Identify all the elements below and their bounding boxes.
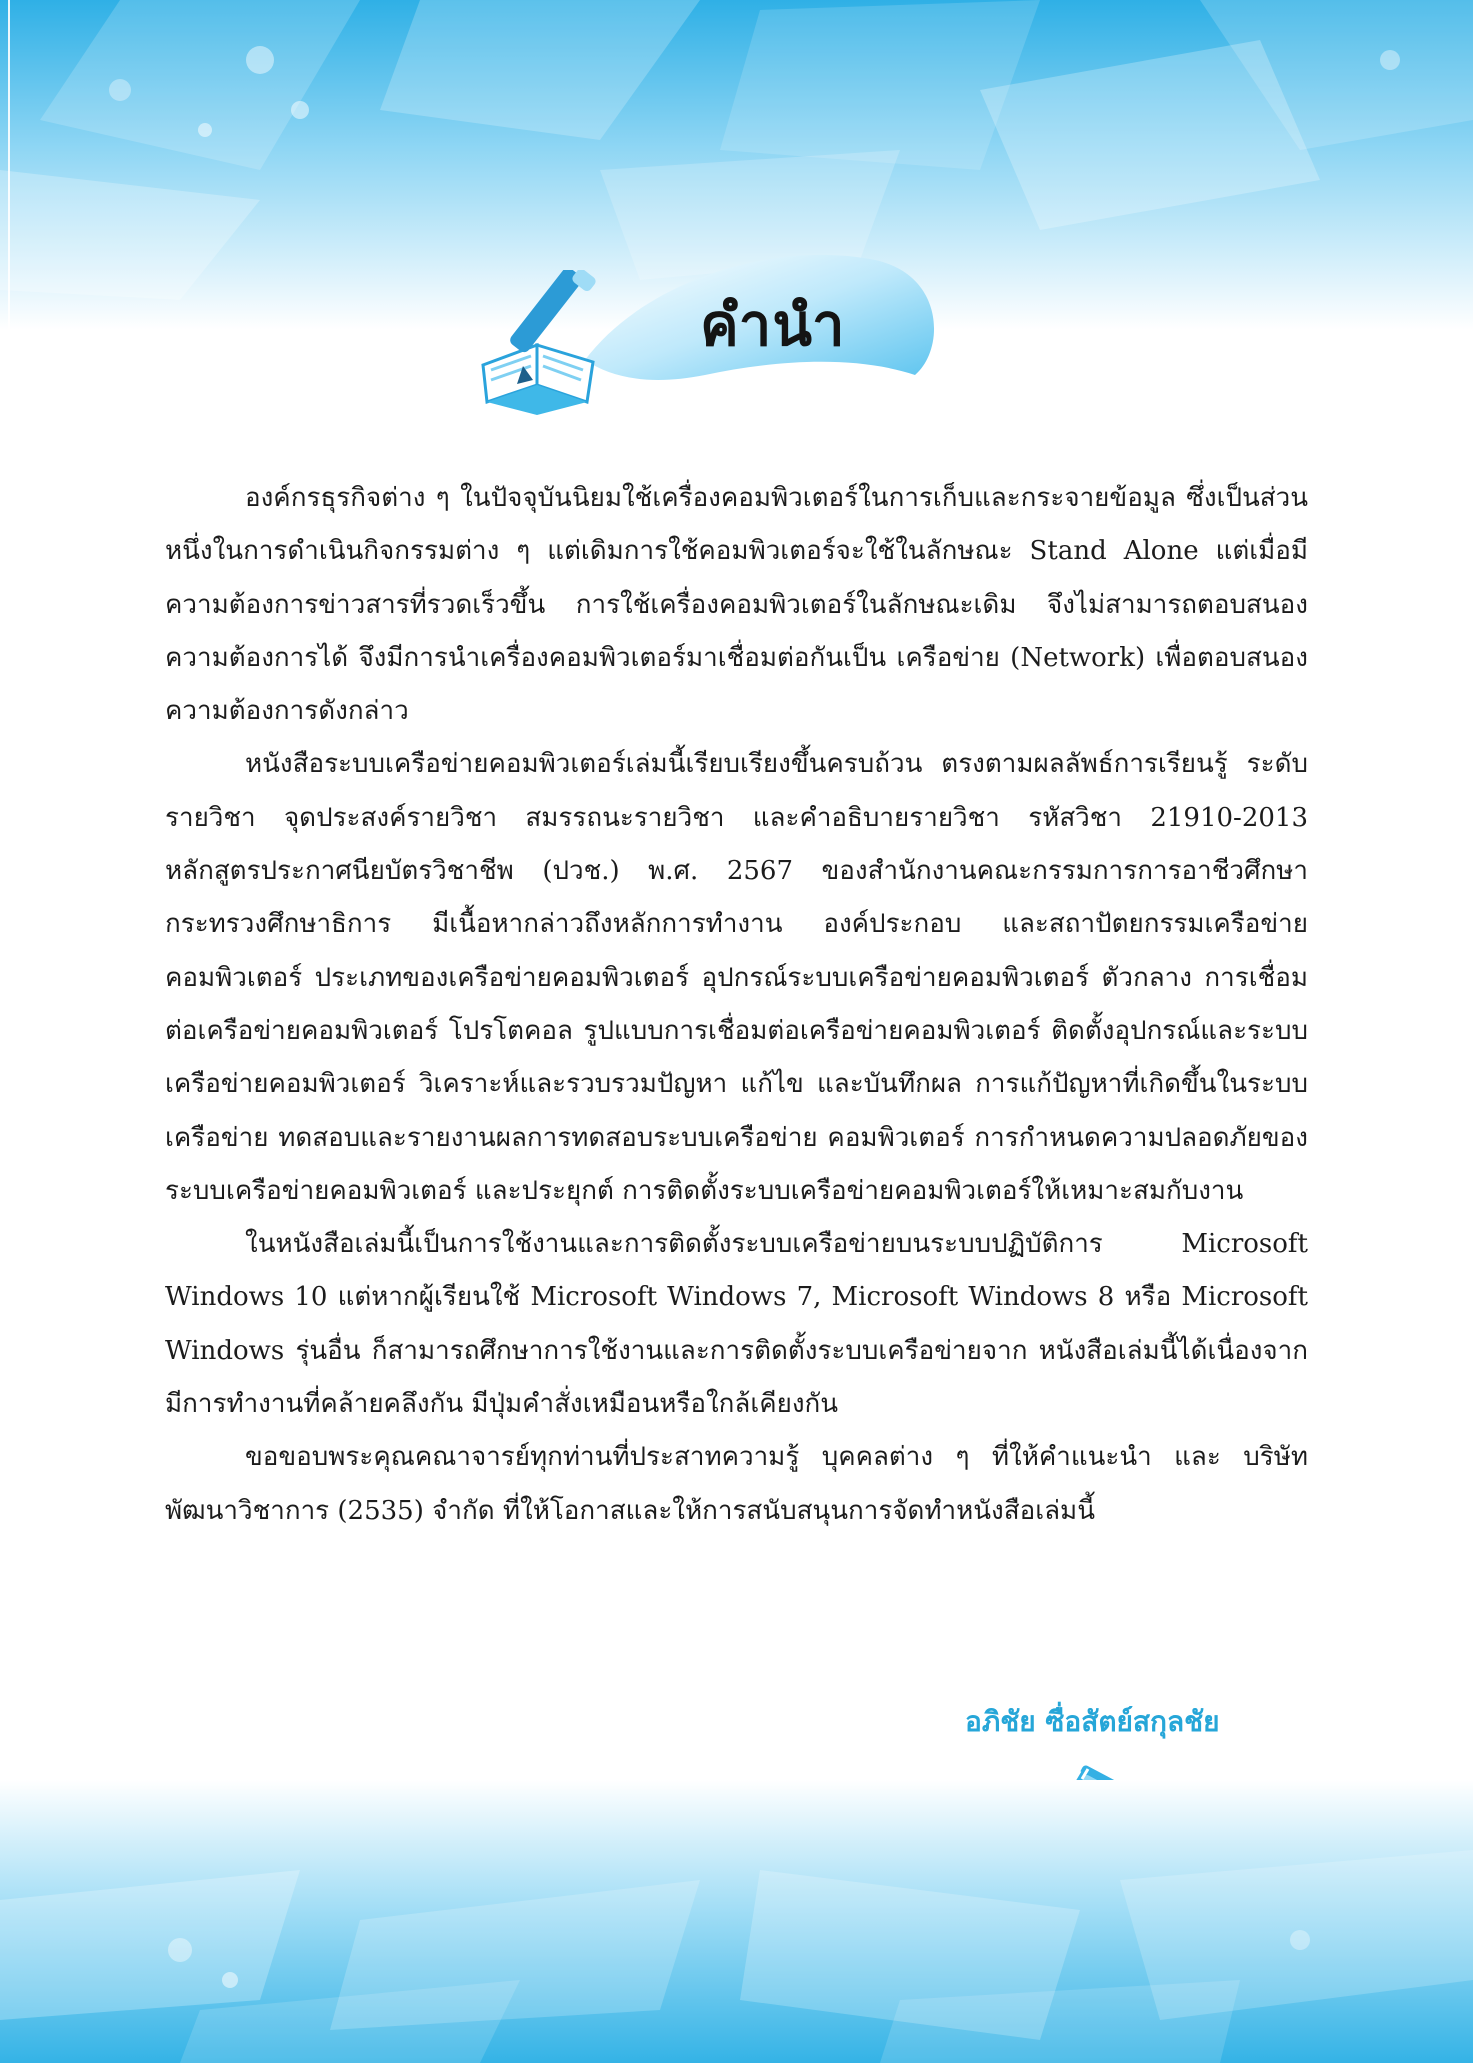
left-edge-line [8,0,10,330]
paragraph-2: หนังสือระบบเครือข่ายคอมพิวเตอร์เล่มนี้เรียบเรียงขึ้นครบถ้วน ตรงตามผลลัพธ์การเรียนรู้ ระดับรายวิชา จุดประสงค์รายวิชา สมรรถนะรายวิชา และคำอธิบายรายวิชา รหัสวิชา 21910-2013 หลักสูตรประกาศนียบัตรวิชาชีพ (ปวช.) พ.ศ. 2567 ของสำนักงานคณะกรรมการการอาชีวศึกษา กระทรวงศึกษาธิการ มีเนื้อหากล่าวถึงหลักการทำงาน องค์ประกอบ และสถาปัตยกรรมเครือข่าย คอมพิวเตอร์ ประเภทของเครือข่ายคอมพิวเตอร์ อุปกรณ์ระบบเครือข่ายคอมพิวเตอร์ ตัวกลาง การเชื่อมต่อเครือข่ายคอมพิวเตอร์ โปรโตคอล รูปแบบการเชื่อมต่อเครือข่ายคอมพิวเตอร์ ติดตั้งอุปกรณ์และระบบเครือข่ายคอมพิวเตอร์ วิเคราะห์และรวบรวมปัญหา แก้ไข และบันทึกผล การแก้ปัญหาที่เกิดขึ้นในระบบเครือข่าย ทดสอบและรายงานผลการทดสอบระบบเครือข่าย คอมพิวเตอร์ การกำหนดความปลอดภัยของระบบเครือข่ายคอมพิวเตอร์ และประยุกต์ การติดตั้งระบบเครือข่ายคอมพิวเตอร์ให้เหมาะสมกับงาน [165,749,1308,1206]
paragraph-1: องค์กรธุรกิจต่าง ๆ ในปัจจุบันนิยมใช้เครื่องคอมพิวเตอร์ในการเก็บและกระจายข้อมูล ซึ่งเป็นส่วนหนึ่งในการดำเนินกิจกรรมต่าง ๆ แต่เดิมการใช้คอมพิวเตอร์จะใช้ในลักษณะ Stand Alone แต่เมื่อมีความต้องการข่าวสารที่รวดเร็วขึ้น การใช้เครื่องคอมพิวเตอร์ในลักษณะเดิม จึงไม่สามารถตอบสนองความต้องการได้ จึงมีการนำเครื่องคอมพิวเตอร์มาเชื่อมต่อกันเป็น เครือข่าย (Network) เพื่อตอบสนองความต้องการดังกล่าว [165,483,1308,727]
paragraph-3: ในหนังสือเล่มนี้เป็นการใช้งานและการติดตั้งระบบเครือข่ายบนระบบปฏิบัติการ Microsoft Windows 10 แต่หากผู้เรียนใช้ Microsoft Windows 7, Microsoft Windows 8 หรือ Microsoft Windows รุ่นอื่น ก็สามารถศึกษาการใช้งานและการติดตั้งระบบเครือข่ายจาก หนังสือเล่มนี้ได้เนื่องจากมีการทำงานที่คล้ายคลึงกัน มีปุ่มคำสั่งเหมือนหรือใกล้เคียงกัน [165,1229,1308,1420]
bottom-background-band [0,1780,1473,2063]
author-signature: อภิชัย ซื่อสัตย์สกุลชัย [965,1705,1220,1738]
paragraph-4: ขอขอบพระคุณคณาจารย์ทุกท่านที่ประสาทความรู้ บุคคลต่าง ๆ ที่ให้คำแนะนำ และ บริษัท พัฒนาวิชาการ (2535) จำกัด ที่ให้โอกาสและให้การสนับสนุนการจัดทำหนังสือเล่มนี้ [165,1442,1308,1526]
heading-banner [475,240,935,420]
foreword-body [165,472,1308,1538]
book-pencil-icon [475,270,615,420]
page-title: คำนำ [700,291,846,359]
